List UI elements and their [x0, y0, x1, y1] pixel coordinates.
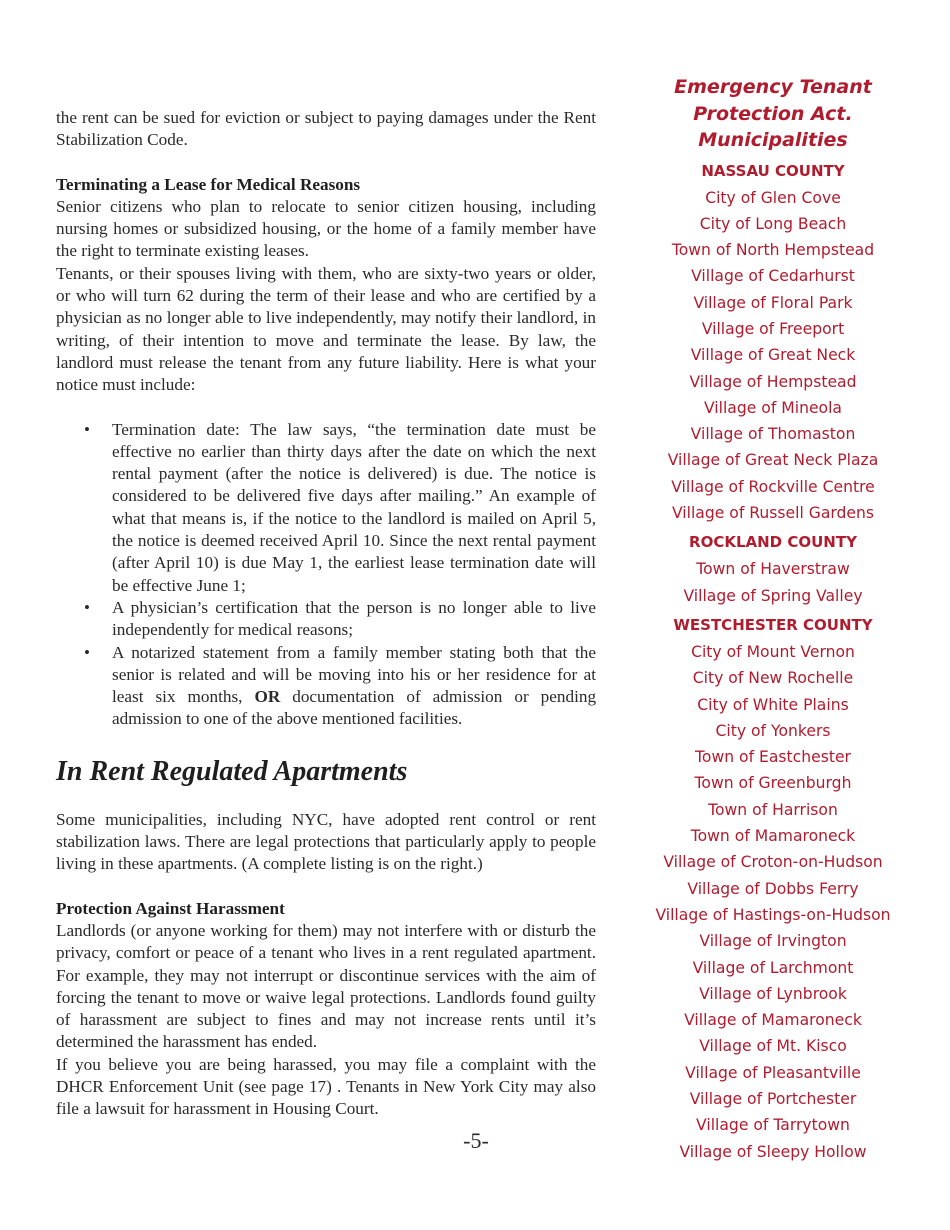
list-item: City of Mount Vernon [691, 642, 855, 661]
list-item: Village of Great Neck [690, 346, 856, 365]
list-item [84, 419, 596, 597]
list-item: Village of Mamaroneck [684, 1011, 862, 1030]
westchester-list [648, 639, 898, 1165]
list-item: Village of Sleepy Hollow [679, 1142, 867, 1161]
list-item: Village of Cedarhurst [691, 267, 855, 286]
county-heading-westchester: WESTCHESTER COUNTY [673, 615, 873, 634]
list-item: Village of Floral Park [693, 293, 853, 312]
list-item: Village of Lynbrook [699, 984, 847, 1003]
list-item: City of New Rochelle [692, 669, 854, 688]
list-item: Village of Rockville Centre [671, 477, 875, 496]
list-item: Village of Great Neck Plaza [667, 451, 879, 470]
county-heading-rockland: ROCKLAND COUNTY [689, 533, 857, 552]
list-item [84, 597, 596, 642]
list-item: Village of Larchmont [692, 958, 854, 977]
list-item: Village of Mt. Kisco [699, 1037, 847, 1056]
list-item: Village of Freeport [701, 319, 845, 338]
nassau-list [648, 185, 898, 527]
county-heading-nassau: NASSAU COUNTY [701, 161, 845, 180]
section-paragraph: Some municipalities, including NYC, have adopted rent control or rent stabilization laws. There are legal protections that particularly apply to people living in these apartments. (A complete listing is on the right.) [56, 809, 596, 874]
list-item-text-post: documentation of admission or pending admission to one of the above mentioned facilities. [112, 687, 597, 729]
list-item: City of Yonkers [715, 721, 831, 740]
list-item-text: A physician’s certification that the person is no longer able to live independently for medical reasons; [112, 597, 596, 640]
list-item: City of White Plains [697, 695, 849, 714]
list-item: Village of Tarrytown [696, 1116, 850, 1135]
section-title: In Rent Regulated Apartments [56, 755, 408, 787]
list-item: Village of Irvington [699, 932, 847, 951]
list-item: Village of Hastings-on-Hudson [655, 905, 891, 924]
list-item: City of Long Beach [699, 214, 847, 233]
bullet-icon: • [84, 419, 90, 439]
rockland-list [648, 556, 898, 609]
list-item: Town of North Hempstead [671, 241, 875, 260]
bullet-icon: • [84, 597, 90, 617]
medical-paragraph-1: Senior citizens who plan to relocate to senior citizen housing, including nursing homes or subsidized housing, or the home of a family member have the right to terminate existing leases. [56, 196, 596, 261]
medical-heading: Terminating a Lease for Medical Reasons [56, 174, 361, 194]
list-item: Town of Greenburgh [694, 774, 852, 793]
list-item: Village of Portchester [689, 1090, 857, 1108]
list-item: Town of Eastchester [695, 748, 851, 767]
list-item: Village of Hempstead [689, 372, 857, 391]
list-item: Village of Thomaston [690, 425, 856, 444]
list-item: Village of Mineola [703, 398, 842, 417]
list-item [84, 642, 597, 731]
bullet-icon: • [84, 642, 90, 662]
sidebar-title-line: Emergency Tenant [674, 76, 872, 98]
list-item: Town of Harrison [708, 800, 838, 819]
list-item: Town of Haverstraw [696, 560, 850, 579]
intro-paragraph: the rent can be sued for eviction or subject to paying damages under the Rent Stabilization Code. [56, 108, 596, 150]
list-item: Village of Spring Valley [683, 586, 863, 605]
list-item: Village of Pleasantville [685, 1063, 861, 1082]
sidebar-title-line: Protection Act. [693, 102, 853, 125]
list-item: City of Glen Cove [705, 188, 841, 207]
list-item-text-pre: A notarized statement from a family member stating both that the senior is related and will be moving into his or her residence for at least six months, [112, 642, 596, 707]
notice-requirements-list [56, 419, 596, 731]
list-item: Village of Dobbs Ferry [687, 879, 859, 898]
medical-paragraph-2: Tenants, or their spouses living with them, who are sixty-two years or older, or who will turn 62 during the term of their lease and who are certified by a physician as no longer able to live independently, may notify their landlord, in writing, of their intention to move and terminate the lease. By law, the landlord must release the tenant from any future liability. Here is what your notice must include: [56, 263, 596, 395]
harassment-paragraph-1: Landlords (or anyone working for them) may not interfere with or disturb the privacy, comfort or peace of a tenant who lives in a rent regulated apartment. For example, they may not interrupt or discontinue services with the aim of forcing the tenant to move or waive legal protections. Landlords found guilty of harassment are subject to fines and may not increase rents until it’s determined the harassment has ended. [56, 920, 596, 1052]
sidebar-title [648, 74, 898, 154]
municipalities-sidebar [648, 74, 898, 1165]
list-item: Village of Russell Gardens [671, 504, 875, 523]
harassment-heading: Protection Against Harassment [56, 898, 285, 918]
harassment-paragraph-2: If you believe you are being harassed, you may file a complaint with the DHCR Enforcement Unit (see page 17) . Tenants in New York City may also file a lawsuit for harassment in Housing Court. [56, 1054, 596, 1119]
list-item: Village of Croton-on-Hudson [663, 853, 883, 872]
list-item-emphasis: OR [254, 687, 281, 707]
list-item-text: Termination date: The law says, “the termination date must be effective no earlier than thirty days after the date on which the next rental payment (after the notice is delivered) is due. The notice is considered to be delivered five days after mailing.” An example of what that means is, if the notice to the landlord is mailed on April 5, the notice is deemed received April 10. Since the next rental payment (after April 10) is due May 1, the earliest lease termination date will be effective June 1; [112, 419, 596, 595]
sidebar-title-line: Municipalities [698, 129, 848, 151]
main-column [56, 107, 596, 1121]
list-item: Town of Mamaroneck [690, 827, 856, 846]
page-number: -5- [463, 1128, 489, 1153]
